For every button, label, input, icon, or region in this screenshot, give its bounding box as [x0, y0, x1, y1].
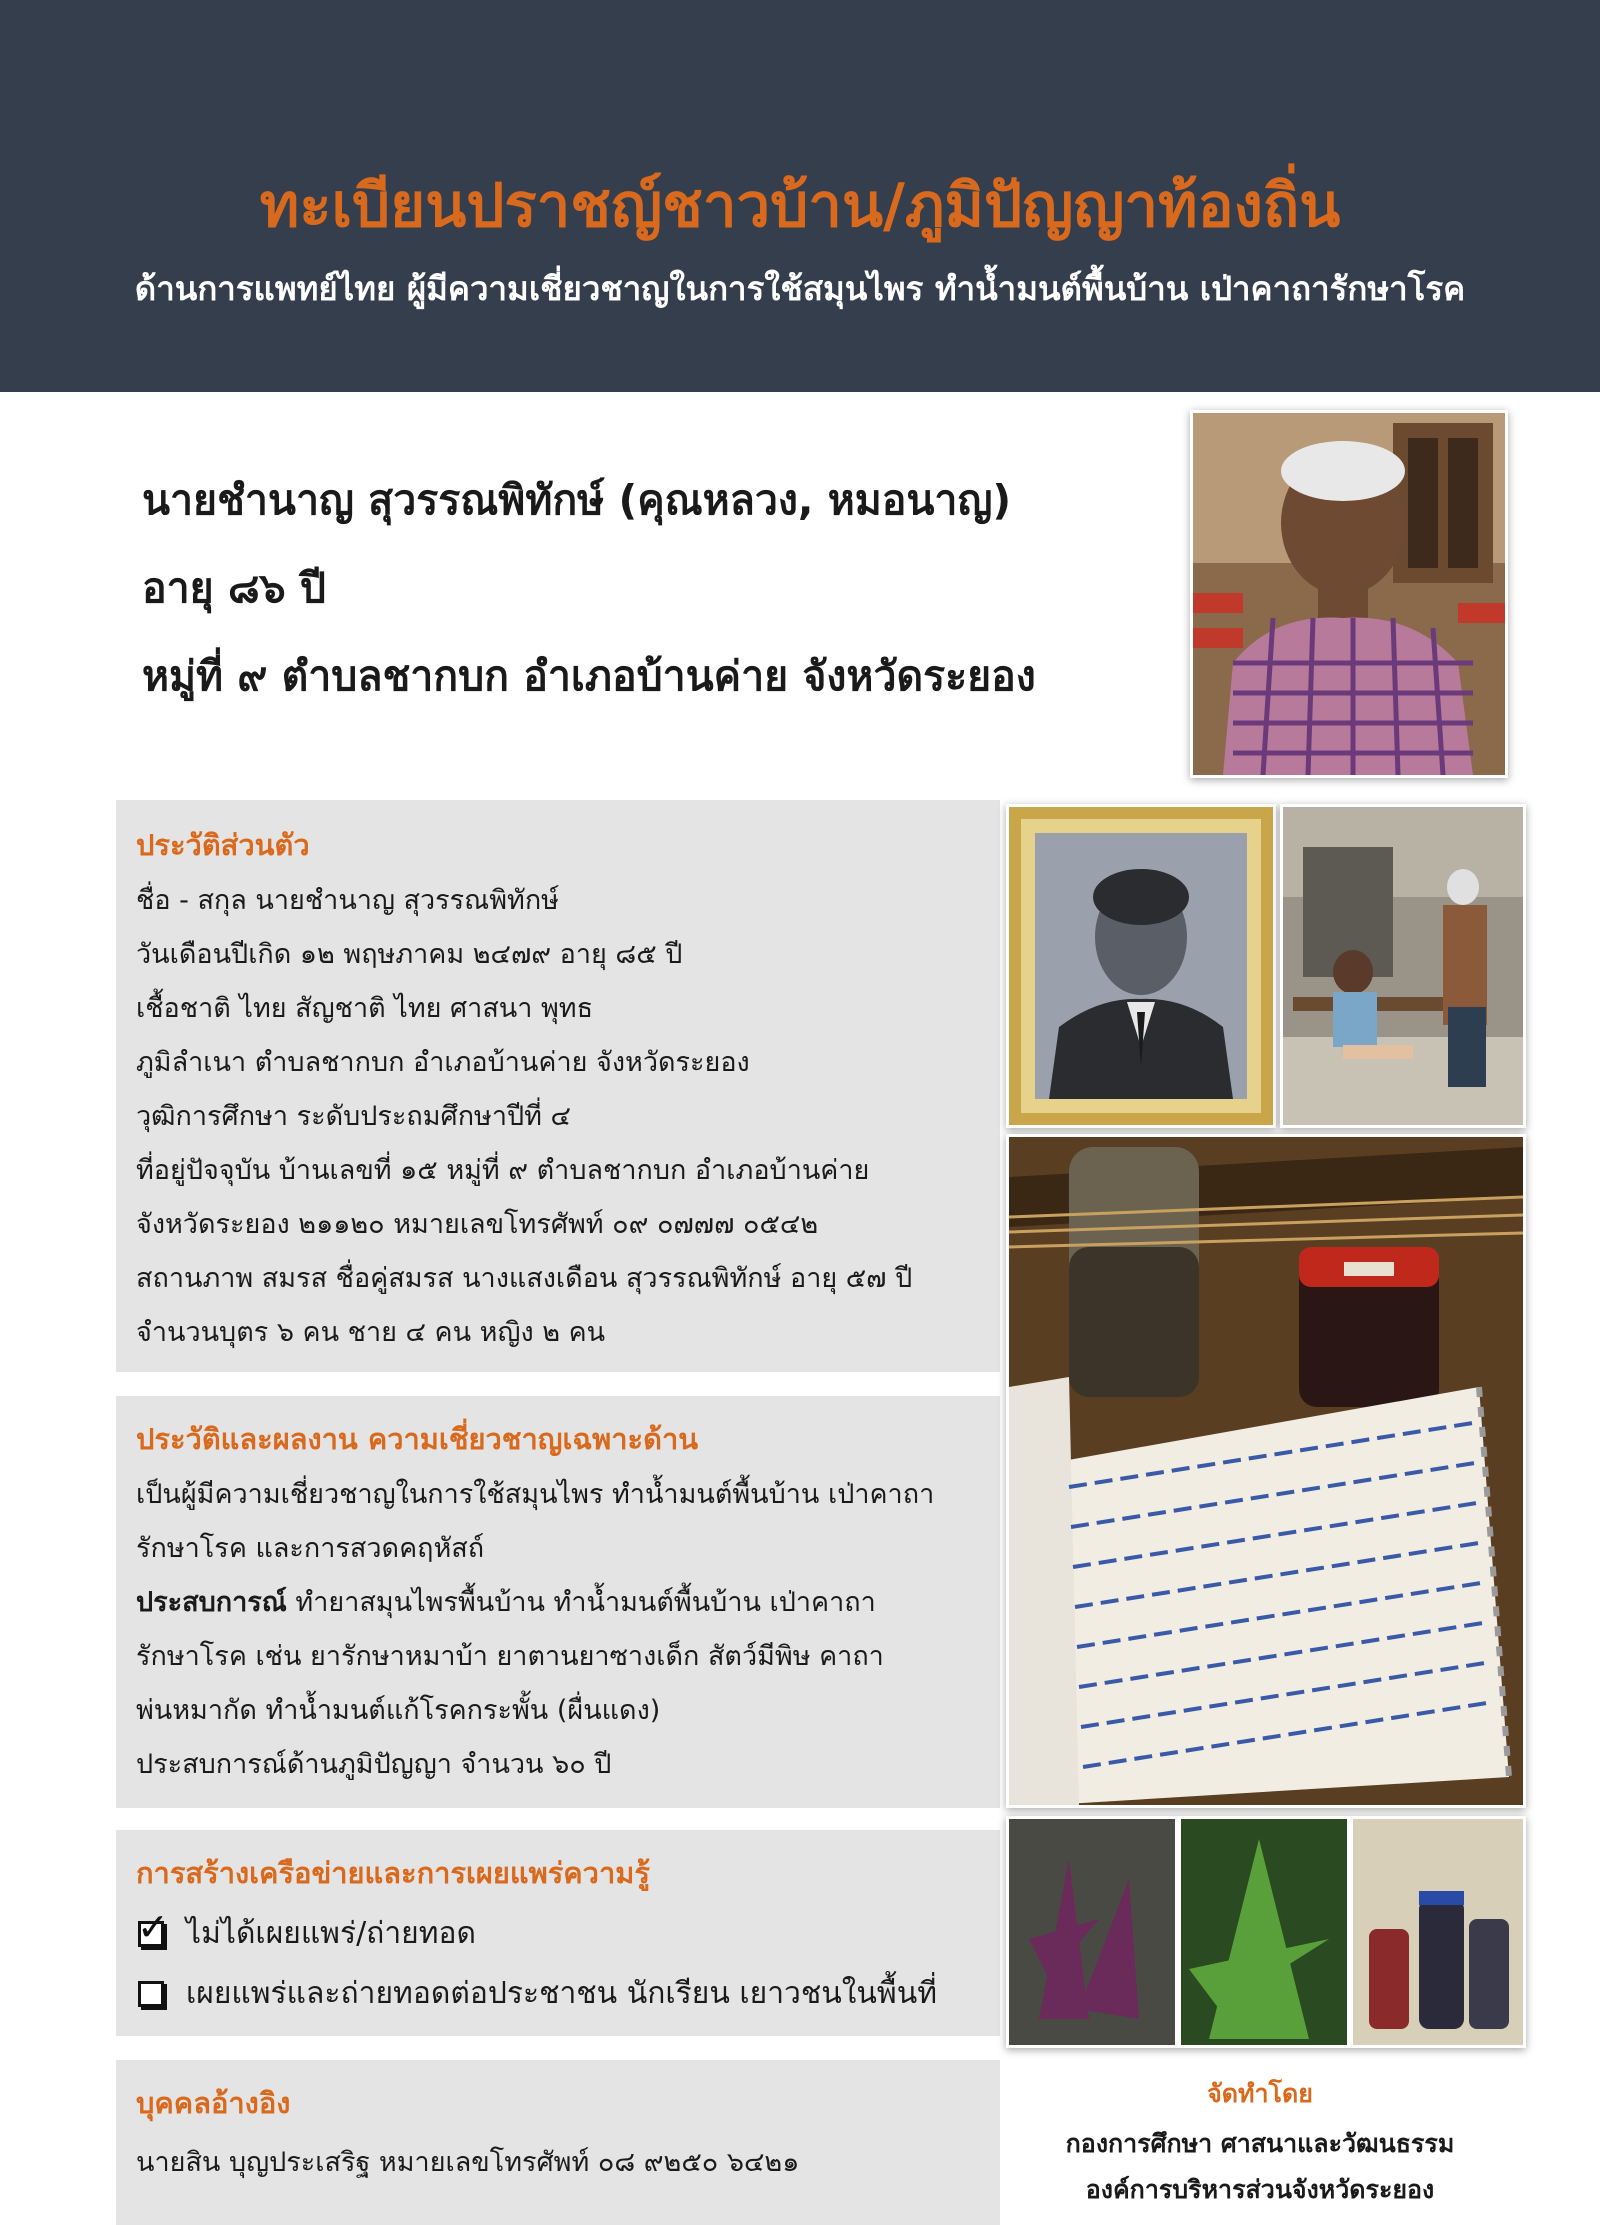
personal-history-panel: [116, 800, 1000, 1372]
personal-history-line: จำนวนบุตร ๖ คน ชาย ๔ คน หญิง ๒ คน: [136, 1317, 606, 1348]
notebook-photo: [1006, 1134, 1526, 1808]
herbs-photo: [1006, 1816, 1526, 2048]
personal-history-line: ที่อยู่ปัจจุบัน บ้านเลขที่ ๑๕ หมู่ที่ ๙ ตำบลชากบก อำเภอบ้านค่าย: [136, 1155, 870, 1186]
expertise-title: ประวัติและผลงาน ความเชี่ยวชาญเฉพาะด้าน: [136, 1422, 699, 1456]
personal-history-line: จังหวัดระยอง ๒๑๑๒๐ หมายเลขโทรศัพท์ ๐๙ ๐๗๗๗ ๐๕๔๒: [136, 1209, 819, 1240]
reference-panel: [116, 2060, 1000, 2225]
personal-history-title: ประวัติส่วนตัว: [136, 828, 310, 862]
personal-history-line: สถานภาพ สมรส ชื่อคู่สมรส นางแสงเดือน สุวรรณพิทักษ์ อายุ ๕๗ ปี: [136, 1263, 913, 1294]
expertise-line: รักษาโรค และการสวดคฤหัสถ์: [136, 1533, 485, 1564]
person-name: นายชำนาญ สุวรรณพิทักษ์ (คุณหลวง, หมอนาญ): [142, 476, 1012, 524]
made-by-label: จัดทำโดย: [1207, 2079, 1313, 2108]
check-icon: ✓: [137, 1904, 169, 1949]
header-banner: [0, 0, 1600, 392]
reference-line: นายสิน บุญประเสริฐ หมายเลขโทรศัพท์ ๐๘ ๙๒๕๐ ๖๔๒๑: [136, 2147, 800, 2178]
personal-history-line: วุฒิการศึกษา ระดับประถมศึกษาปีที่ ๔: [136, 1101, 571, 1132]
person-address: หมู่ที่ ๙ ตำบลชากบก อำเภอบ้านค่าย จังหวัดระยอง: [142, 652, 1036, 700]
person-age: อายุ ๘๖ ปี: [142, 564, 326, 612]
expertise-line: พ่นหมากัด ทำน้ำมนต์แก้โรคกระพั้น (ผื่นแดง): [136, 1695, 661, 1726]
network-option-label: ไม่ได้เผยแพร่/ถ่ายทอด: [186, 1916, 477, 1951]
page-title: ทะเบียนปราชญ์ชาวบ้าน/ภูมิปัญญาท้องถิ่น: [259, 171, 1341, 241]
personal-history-line: ชื่อ - สกุล นายชำนาญ สุวรรณพิทักษ์: [136, 885, 559, 916]
page-subtitle: ด้านการแพทย์ไทย ผู้มีความเชี่ยวชาญในการใช้สมุนไพร ทำน้ำมนต์พื้นบ้าน เป่าคาถารักษาโรค: [134, 269, 1466, 308]
expertise-panel: [116, 1396, 1000, 1808]
experience-text: ทำยาสมุนไพรพื้นบ้าน ทำน้ำมนต์พื้นบ้าน เป่าคาถา: [286, 1587, 876, 1618]
work-scene-photo: [1280, 804, 1526, 1128]
org-line-1: กองการศึกษา ศาสนาและวัฒนธรรม: [1065, 2129, 1455, 2158]
portrait-illustration: [1193, 413, 1505, 775]
network-title: การสร้างเครือข่ายและการเผยแพร่ความรู้: [136, 1856, 650, 1890]
old-portrait-illustration: [1009, 807, 1273, 1125]
org-line-2: องค์การบริหารส่วนจังหวัดระยอง: [1085, 2175, 1435, 2204]
checkbox-unchecked[interactable]: [138, 1981, 164, 2007]
herbs-illustration: [1009, 1819, 1523, 2045]
personal-history-line: วันเดือนปีเกิด ๑๒ พฤษภาคม ๒๔๗๙ อายุ ๘๕ ปี: [136, 939, 683, 970]
old-portrait-photo: [1006, 804, 1276, 1128]
expertise-line: รักษาโรค เช่น ยารักษาหมาบ้า ยาตานยาซางเด็ก สัตว์มีพิษ คาถา: [136, 1641, 884, 1672]
expertise-line: เป็นผู้มีความเชี่ยวชาญในการใช้สมุนไพร ทำน้ำมนต์พื้นบ้าน เป่าคาถา: [136, 1479, 935, 1510]
reference-title: บุคคลอ้างอิง: [136, 2086, 291, 2120]
portrait-photo: [1190, 410, 1508, 778]
checkbox-checked[interactable]: [137, 1904, 169, 1949]
personal-history-line: เชื้อชาติ ไทย สัญชาติ ไทย ศาสนา พุทธ: [136, 993, 594, 1024]
network-option-label: เผยแพร่และถ่ายทอดต่อประชาชน นักเรียน เยาวชนในพื้นที่: [186, 1976, 937, 2011]
notebook-illustration: [1009, 1137, 1523, 1805]
network-option-shared[interactable]: [138, 1970, 937, 2017]
network-panel: [116, 1830, 1000, 2036]
network-option-not-shared[interactable]: [137, 1904, 477, 1957]
expertise-years-line: ประสบการณ์ด้านภูมิปัญญา จำนวน ๖๐ ปี: [136, 1749, 612, 1780]
personal-history-line: ภูมิลำเนา ตำบลชากบก อำเภอบ้านค่าย จังหวัดระยอง: [136, 1047, 750, 1078]
expertise-line: [136, 1580, 876, 1623]
work-scene-illustration: [1283, 807, 1523, 1125]
experience-label: ประสบการณ์: [136, 1587, 287, 1618]
